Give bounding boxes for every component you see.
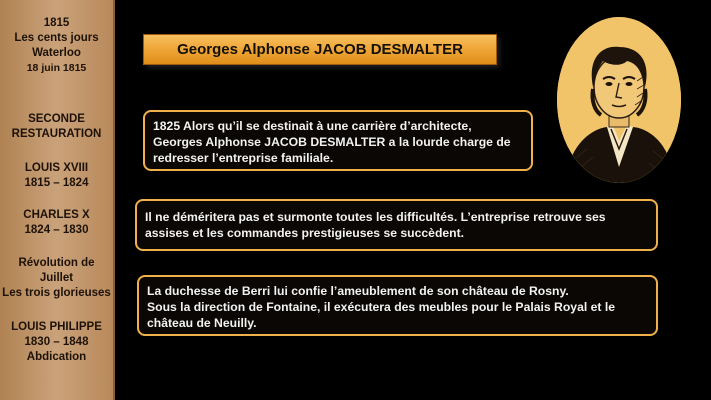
paragraph-line: assises et les commandes prestigieuses se succèdent.: [145, 226, 465, 240]
timeline-entry-louis-xviii: [0, 161, 113, 191]
timeline-entry-louis-philippe: [0, 320, 113, 365]
timeline-line: 1824 – 1830: [24, 224, 89, 236]
timeline-entry-restauration: [0, 112, 113, 142]
paragraph-line: redresser l’entreprise familiale.: [153, 151, 334, 165]
paragraph-line: château de Neuilly.: [147, 316, 257, 330]
timeline-entry-charles-x: [0, 208, 113, 238]
timeline-entry-revolution: [0, 256, 113, 301]
timeline-line: RESTAURATION: [11, 128, 102, 140]
timeline-line: CHARLES X: [23, 209, 90, 221]
timeline-line: SECONDE: [28, 113, 85, 125]
timeline-line: Waterloo: [32, 47, 81, 59]
paragraph-line: La duchesse de Berri lui confie l’ameublement de son château de Rosny.: [147, 284, 569, 298]
timeline-line: Les trois glorieuses: [2, 287, 111, 299]
timeline-line: Abdication: [26, 351, 87, 363]
timeline-line: Les cents jours: [14, 32, 99, 44]
paragraph-box-commandes: [137, 275, 658, 336]
slide-title-text: Georges Alphonse JACOB DESMALTER: [177, 41, 463, 58]
timeline-line: 1815 – 1824: [24, 177, 89, 189]
timeline-line: Juillet: [39, 272, 74, 284]
timeline-line: 1815: [43, 17, 70, 29]
paragraph-line: 1825 Alors qu’il se destinait à une carrière d’architecte,: [153, 119, 472, 133]
portrait-engraving-icon: [557, 17, 681, 183]
timeline-line: 1830 – 1848: [24, 336, 89, 348]
timeline-date: 18 juin 1815: [26, 62, 87, 74]
paragraph-box-1825: [143, 110, 533, 171]
paragraph-line: Il ne déméritera pas et surmonte toutes les difficultés. L’entreprise retrouve ses: [145, 210, 606, 224]
paragraph-box-difficultes: [135, 199, 658, 251]
paragraph-line: Georges Alphonse JACOB DESMALTER a la lourde charge de: [153, 135, 511, 149]
timeline-line: LOUIS PHILIPPE: [11, 321, 102, 333]
timeline-entry-1815: [0, 16, 113, 76]
timeline-sidebar: [0, 0, 115, 400]
timeline-line: LOUIS XVIII: [24, 162, 89, 174]
slide-title: [143, 34, 497, 65]
paragraph-line: Sous la direction de Fontaine, il exécutera des meubles pour le Palais Royal et le: [147, 300, 616, 314]
timeline-line: Révolution de: [18, 257, 95, 269]
